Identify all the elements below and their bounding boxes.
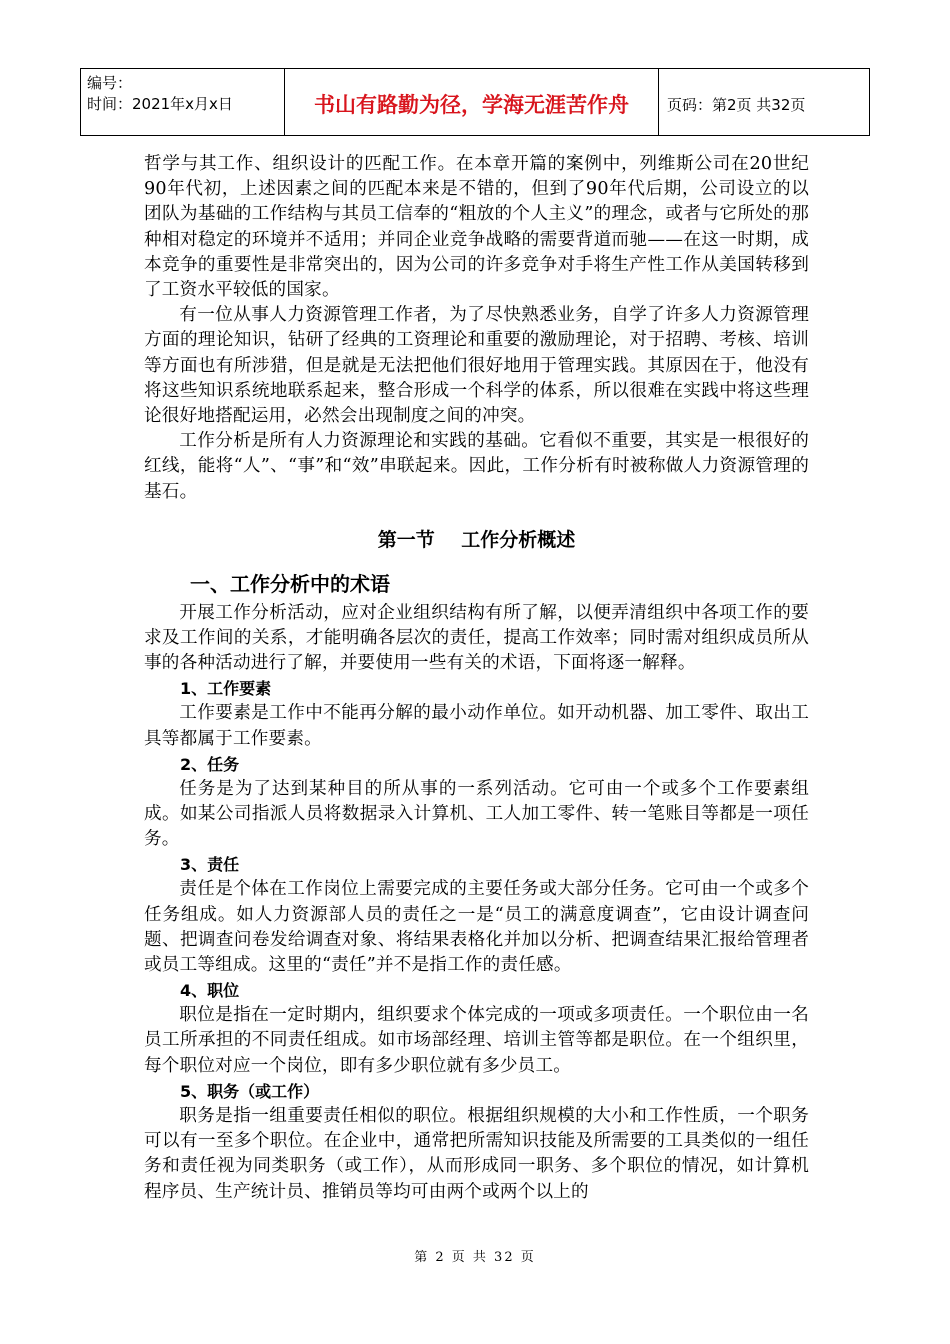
term-definition: 任务是为了达到某种目的所从事的一系列活动。它可由一个或多个工作要素组成。如某公司指派人员将数据录入计算机、工人加工零件、转一笔账目等都是一项任务。 bbox=[144, 778, 809, 850]
document-body bbox=[144, 152, 809, 1205]
term-heading: 5、职务（或工作） bbox=[180, 1081, 320, 1101]
term-heading: 4、职位 bbox=[180, 981, 240, 1001]
term-heading: 3、责任 bbox=[180, 855, 240, 875]
body-paragraph: 工作分析是所有人力资源理论和实践的基础。它看似不重要，其实是一根很好的红线，能将“人”、“事”和“效”串联起来。因此，工作分析有时被称做人力资源管理的基石。 bbox=[144, 431, 809, 502]
document-date-label: 时间：2021年x月x日 bbox=[87, 95, 233, 113]
term-definition: 工作要素是工作中不能再分解的最小动作单位。如开动机器、加工零件、取出工具等都属于工作要素。 bbox=[144, 703, 809, 749]
section-title: 第一节 工作分析概述 bbox=[377, 528, 576, 551]
term-definition: 职位是指在一定时期内，组织要求个体完成的一项或多项责任。一个职位由一名员工所承担的不同责任组成。如市场部经理、培训主管等都是职位。在一个组织里，每个职位对应一个岗位，即有多少职位就有多少员工。 bbox=[144, 1005, 809, 1076]
subsection-title: 一、工作分析中的术语 bbox=[190, 571, 390, 596]
page-header-table bbox=[80, 68, 870, 136]
body-paragraph: 有一位从事人力资源管理工作者，为了尽快熟悉业务，自学了许多人力资源管理方面的理论知识，钻研了经典的工资理论和重要的激励理论，对于招聘、考核、培训等方面也有所涉猎，但是就是无法把他们很好地用于管理实践。其原因在于，他没有将这些知识系统地联系起来，整合形成一个科学的体系，所以很难在实践中将这些理论很好地搭配运用，必然会出现制度之间的冲突。 bbox=[144, 305, 809, 427]
term-definition: 责任是个体在工作岗位上需要完成的主要任务或大部分任务。它可由一个或多个任务组成。如人力资源部人员的责任之一是“员工的满意度调查”，它由设计调查问题、把调查问卷发给调查对象、将结果表格化并加以分析、把调查结果汇报给管理者或员工等组成。这里的“责任”并不是指工作的责任感。 bbox=[144, 879, 809, 976]
header-meta-cell bbox=[81, 69, 285, 135]
document-number-label: 编号： bbox=[87, 74, 133, 92]
term-heading: 2、任务 bbox=[180, 754, 240, 774]
header-page-info: 页码：第2页 共32页 bbox=[667, 95, 806, 114]
body-paragraph: 哲学与其工作、组织设计的匹配工作。在本章开篇的案例中，列维斯公司在20世纪90年代初，上述因素之间的匹配本来是不错的，但到了90年代后期，公司设立的以团队为基础的工作结构与其员工信奉的“粗放的个人主义”的理念，或者与它所处的那种相对稳定的环境并不适用；并同企业竞争战略的需要背道而驰——在这一时期，成本竞争的重要性是非常突出的，因为公司的许多竞争对手将生产性工作从美国转移到了工资水平较低的国家。 bbox=[144, 154, 809, 301]
term-definition: 职务是指一组重要责任相似的职位。根据组织规模的大小和工作性质，一个职务可以有一至多个职位。在企业中，通常把所需知识技能及所需要的工具类似的一组任务和责任视为同类职务（或工作），从而形成同一职务、多个职位的情况，如计算机程序员、生产统计员、推销员等均可由两个或两个以上的 bbox=[144, 1105, 809, 1202]
section-intro-paragraph: 开展工作分析活动，应对企业组织结构有所了解，以便弄清组织中各项工作的要求及工作间的关系，才能明确各层次的责任，提高工作效率；同时需对组织成员所从事的各种活动进行了解，并要使用一些有关的术语，下面将逐一解释。 bbox=[144, 602, 809, 674]
header-motto: 书山有路勤为径，学海无涯苦作舟 bbox=[285, 69, 659, 135]
page-footer: 第 2 页 共 32 页 bbox=[414, 1250, 536, 1265]
term-heading: 1、工作要素 bbox=[180, 679, 272, 699]
